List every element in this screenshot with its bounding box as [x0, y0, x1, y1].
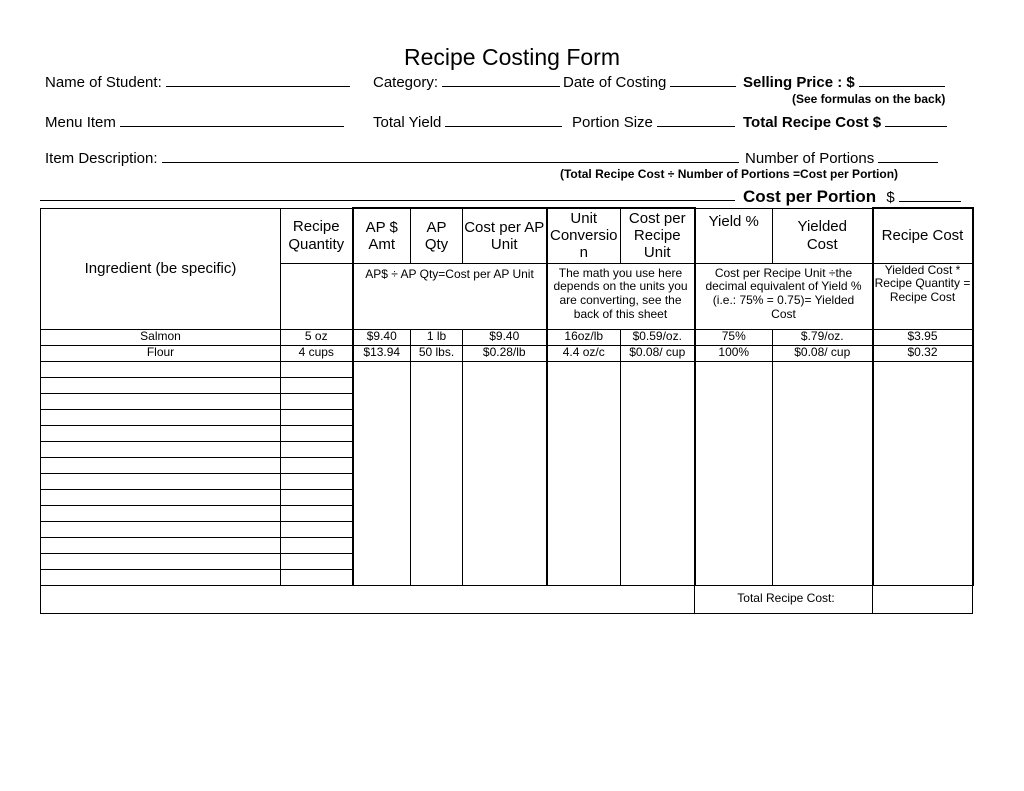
selling-price-field: [743, 74, 945, 91]
name-of-student-blank: [166, 82, 350, 87]
header-cost-per-recipe-unit: Cost per Recipe Unit: [621, 208, 695, 263]
header-recipe-cost: Recipe Cost: [873, 208, 973, 263]
empty-cell: [411, 441, 463, 457]
empty-cell: [773, 377, 873, 393]
empty-ingredient-row: [41, 409, 973, 425]
empty-cell: [547, 377, 621, 393]
name-of-student-field: [45, 74, 350, 91]
cell: 4.4 oz/c: [547, 345, 621, 361]
cell: 16oz/lb: [547, 329, 621, 345]
empty-cell: [281, 425, 353, 441]
empty-cell: [463, 505, 547, 521]
empty-cell: [695, 441, 773, 457]
empty-cell: [281, 505, 353, 521]
selling-price-blank: [859, 82, 945, 87]
empty-cell: [773, 489, 873, 505]
recipe-cost-formula: Yielded Cost * Recipe Quantity = Recipe Cost: [873, 263, 973, 329]
empty-cell: [695, 569, 773, 585]
header-yield-pct: Yield %: [695, 208, 773, 263]
total-yield-field: [373, 114, 562, 131]
cell: $0.08/ cup: [773, 345, 873, 361]
date-of-costing-blank: [670, 82, 736, 87]
empty-cell: [695, 425, 773, 441]
empty-cell: [281, 521, 353, 537]
cell: $13.94: [353, 345, 411, 361]
empty-cell: [873, 441, 973, 457]
empty-cell: [621, 425, 695, 441]
empty-cell: [281, 473, 353, 489]
empty-cell: [281, 569, 353, 585]
cell: 5 oz: [281, 329, 353, 345]
menu-item-blank: [120, 122, 344, 127]
empty-ingredient-row: [41, 377, 973, 393]
empty-cell: [463, 425, 547, 441]
cell: 75%: [695, 329, 773, 345]
empty-cell: [411, 489, 463, 505]
empty-cell: [773, 441, 873, 457]
cell: 100%: [695, 345, 773, 361]
item-description-label: Item Description:: [45, 150, 158, 167]
empty-cell: [695, 553, 773, 569]
empty-cell: [411, 537, 463, 553]
empty-cell: [695, 377, 773, 393]
empty-cell: [621, 489, 695, 505]
empty-cell: [353, 489, 411, 505]
cell: Flour: [41, 345, 281, 361]
cell: $3.95: [873, 329, 973, 345]
empty-cell: [353, 361, 411, 377]
empty-cell: [621, 537, 695, 553]
empty-cell: [281, 377, 353, 393]
portion-size-blank: [657, 122, 735, 127]
empty-ingredient-row: [41, 393, 973, 409]
empty-cell: [463, 489, 547, 505]
empty-cell: [281, 553, 353, 569]
portion-size-field: [572, 114, 735, 131]
empty-cell: [773, 521, 873, 537]
recipe-costing-table: [40, 207, 974, 614]
empty-cell: [411, 569, 463, 585]
empty-cell: [773, 457, 873, 473]
empty-cell: [281, 489, 353, 505]
empty-cell: [621, 377, 695, 393]
empty-cell: [621, 361, 695, 377]
empty-ingredient-row: [41, 505, 973, 521]
empty-ingredient-row: [41, 473, 973, 489]
empty-cell: [621, 393, 695, 409]
empty-ingredient-row: [41, 553, 973, 569]
empty-cell: [873, 553, 973, 569]
empty-cell: [773, 361, 873, 377]
header-ap-qty: AP Qty: [411, 208, 463, 263]
empty-ingredient-row: [41, 569, 973, 585]
empty-cell: [695, 537, 773, 553]
empty-cell: [41, 457, 281, 473]
empty-cell: [547, 425, 621, 441]
cell: $9.40: [463, 329, 547, 345]
header-ap-amt: AP $ Amt: [353, 208, 411, 263]
empty-cell: [547, 489, 621, 505]
empty-cell: [411, 505, 463, 521]
header-unit-conversion: Unit Conversion: [547, 208, 621, 263]
total-yield-blank: [445, 122, 562, 127]
table-header-row: [41, 208, 973, 263]
empty-cell: [411, 361, 463, 377]
page-title: Recipe Costing Form: [403, 44, 621, 70]
empty-cell: [41, 409, 281, 425]
empty-ingredient-row: [41, 425, 973, 441]
empty-ingredient-row: [41, 537, 973, 553]
empty-cell: [41, 441, 281, 457]
empty-cell: [547, 521, 621, 537]
name-of-student-label: Name of Student:: [45, 74, 162, 91]
empty-cell: [621, 409, 695, 425]
empty-cell: [873, 537, 973, 553]
cell: $0.32: [873, 345, 973, 361]
empty-cell: [463, 521, 547, 537]
empty-cell: [621, 441, 695, 457]
empty-cell: [547, 473, 621, 489]
empty-cell: [621, 473, 695, 489]
number-of-portions-label: Number of Portions: [745, 150, 875, 167]
empty-cell: [547, 457, 621, 473]
category-label: Category:: [373, 74, 439, 91]
empty-cell: [411, 425, 463, 441]
empty-cell: [281, 361, 353, 377]
empty-cell: [873, 393, 973, 409]
empty-cell: [773, 425, 873, 441]
empty-cell: [463, 569, 547, 585]
empty-cell: [463, 553, 547, 569]
item-description-field: [45, 150, 739, 167]
empty-cell: [463, 377, 547, 393]
total-recipe-cost-row: [41, 585, 973, 613]
empty-cell: [621, 521, 695, 537]
empty-cell: [353, 569, 411, 585]
empty-cell: [41, 361, 281, 377]
empty-cell: [411, 553, 463, 569]
total-yield-label: Total Yield: [373, 114, 442, 131]
empty-cell: [873, 361, 973, 377]
cell: $9.40: [353, 329, 411, 345]
empty-cell: [41, 569, 281, 585]
empty-cell: [873, 505, 973, 521]
empty-cell: [463, 457, 547, 473]
empty-cell: [621, 457, 695, 473]
empty-cell: [463, 409, 547, 425]
empty-cell: [873, 489, 973, 505]
empty-cell: [353, 521, 411, 537]
cell: 1 lb: [411, 329, 463, 345]
header-ingredient: Ingredient (be specific): [41, 208, 281, 329]
total-recipe-cost-box-label: Total Recipe Cost:: [695, 585, 873, 613]
cell: $0.59/oz.: [621, 329, 695, 345]
empty-cell: [41, 473, 281, 489]
empty-cell: [695, 409, 773, 425]
empty-cell: [353, 505, 411, 521]
empty-cell: [41, 553, 281, 569]
cell: $0.08/ cup: [621, 345, 695, 361]
empty-cell: [547, 553, 621, 569]
empty-cell: [773, 505, 873, 521]
empty-ingredient-row: [41, 457, 973, 473]
empty-cell: [41, 505, 281, 521]
empty-cell: [873, 521, 973, 537]
total-row-spacer: [41, 585, 695, 613]
empty-cell: [547, 537, 621, 553]
empty-ingredient-row: [41, 521, 973, 537]
number-of-portions-blank: [878, 158, 938, 163]
cell: $.79/oz.: [773, 329, 873, 345]
empty-cell: [547, 361, 621, 377]
empty-cell: [873, 425, 973, 441]
empty-cell: [281, 409, 353, 425]
empty-cell: [353, 553, 411, 569]
empty-cell: [873, 473, 973, 489]
ingredient-row: [41, 345, 973, 361]
empty-cell: [41, 537, 281, 553]
empty-cell: [353, 457, 411, 473]
selling-price-label: Selling Price : $: [743, 74, 855, 91]
empty-cell: [547, 505, 621, 521]
empty-cell: [353, 377, 411, 393]
empty-cell: [41, 489, 281, 505]
empty-cell: [353, 393, 411, 409]
empty-cell: [353, 537, 411, 553]
portion-formula-note: (Total Recipe Cost ÷ Number of Portions =Cost per Portion): [560, 167, 899, 181]
empty-cell: [41, 393, 281, 409]
empty-cell: [411, 473, 463, 489]
cost-per-portion-blank: [899, 197, 961, 202]
empty-cell: [41, 377, 281, 393]
empty-cell: [547, 393, 621, 409]
item-description-blank: [162, 158, 739, 163]
empty-cell: [621, 569, 695, 585]
empty-cell: [411, 409, 463, 425]
portion-size-label: Portion Size: [572, 114, 653, 131]
empty-cell: [353, 409, 411, 425]
recipe-quantity-formula-cell: [281, 263, 353, 329]
total-recipe-cost-field: [743, 114, 947, 131]
empty-cell: [353, 473, 411, 489]
empty-cell: [281, 457, 353, 473]
empty-cell: [411, 377, 463, 393]
see-formulas-note: (See formulas on the back): [792, 92, 946, 106]
cost-per-portion-field: [743, 187, 961, 207]
empty-ingredient-row: [41, 489, 973, 505]
empty-cell: [773, 473, 873, 489]
empty-cell: [463, 361, 547, 377]
empty-cell: [773, 537, 873, 553]
empty-cell: [281, 441, 353, 457]
empty-cell: [353, 441, 411, 457]
empty-cell: [695, 393, 773, 409]
empty-cell: [873, 377, 973, 393]
empty-cell: [41, 425, 281, 441]
date-of-costing-label: Date of Costing: [563, 74, 667, 91]
empty-cell: [547, 441, 621, 457]
cell: 50 lbs.: [411, 345, 463, 361]
empty-cell: [695, 489, 773, 505]
ingredient-row: [41, 329, 973, 345]
empty-cell: [621, 505, 695, 521]
empty-cell: [873, 457, 973, 473]
empty-cell: [41, 521, 281, 537]
total-recipe-cost-value-cell: [873, 585, 973, 613]
category-blank: [442, 82, 560, 87]
empty-cell: [463, 537, 547, 553]
empty-cell: [281, 537, 353, 553]
ingredient-table-body: [41, 329, 973, 585]
cell: Salmon: [41, 329, 281, 345]
empty-cell: [695, 521, 773, 537]
empty-cell: [695, 361, 773, 377]
empty-cell: [773, 553, 873, 569]
cost-per-portion-currency: $: [886, 189, 895, 206]
empty-cell: [547, 569, 621, 585]
empty-cell: [873, 409, 973, 425]
empty-cell: [621, 553, 695, 569]
empty-ingredient-row: [41, 441, 973, 457]
menu-item-field: [45, 114, 344, 131]
empty-cell: [463, 393, 547, 409]
unit-conversion-formula: The math you use here depends on the units you are converting, see the back of this sheet: [547, 263, 695, 329]
continuation-line: [40, 188, 735, 205]
category-field: [373, 74, 560, 91]
empty-cell: [353, 425, 411, 441]
empty-ingredient-row: [41, 361, 973, 377]
total-recipe-cost-blank: [885, 122, 947, 127]
header-yielded-cost: Yielded Cost: [773, 208, 873, 263]
cost-per-portion-label: Cost per Portion: [743, 187, 877, 206]
header-cost-per-ap-unit: Cost per AP Unit: [463, 208, 547, 263]
empty-cell: [411, 457, 463, 473]
empty-cell: [463, 441, 547, 457]
empty-cell: [695, 505, 773, 521]
cell: 4 cups: [281, 345, 353, 361]
continuation-blank: [40, 196, 735, 201]
menu-item-label: Menu Item: [45, 114, 116, 131]
empty-cell: [773, 409, 873, 425]
empty-cell: [773, 569, 873, 585]
ap-formula: AP$ ÷ AP Qty=Cost per AP Unit: [353, 263, 547, 329]
empty-cell: [547, 409, 621, 425]
empty-cell: [873, 569, 973, 585]
empty-cell: [695, 457, 773, 473]
empty-cell: [411, 393, 463, 409]
empty-cell: [281, 393, 353, 409]
empty-cell: [411, 521, 463, 537]
cell: $0.28/lb: [463, 345, 547, 361]
total-recipe-cost-label: Total Recipe Cost $: [743, 114, 882, 131]
date-of-costing-field: [563, 74, 736, 91]
empty-cell: [695, 473, 773, 489]
number-of-portions-field: [745, 150, 938, 167]
header-recipe-quantity: Recipe Quantity: [281, 208, 353, 263]
yield-formula: Cost per Recipe Unit ÷the decimal equivalent of Yield % (i.e.: 75% = 0.75)= Yielded Cost: [695, 263, 873, 329]
empty-cell: [773, 393, 873, 409]
empty-cell: [463, 473, 547, 489]
